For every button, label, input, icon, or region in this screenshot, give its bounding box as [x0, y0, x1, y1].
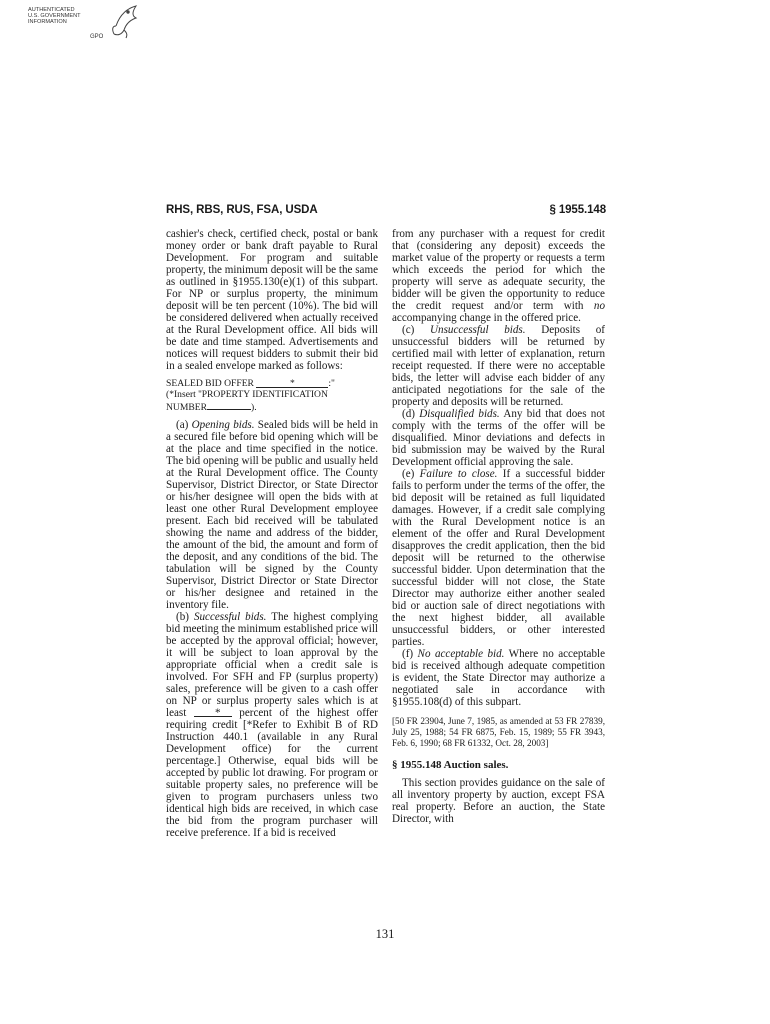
failure-to-close-title: Failure to close. [419, 468, 498, 480]
deposit-paragraph: cashier's check, certified check, postal or bank money order or bank draft payable to Rural Development. For program and suitable property, the minimum deposit will be the same as outlined in §1955.130(e)(1) of this subpart. For NP or surplus property, the minimum deposit will be ten percent (10%). The bid will be considered delivered when actually received at the Rural Development office. All bids will be date and time stamped. Advertisements and notices will request bidders to submit their bid in a sealed envelope marked as follows: [166, 228, 378, 372]
sealed-bid-offer-end: :" [328, 378, 335, 389]
running-head-agencies: RHS, RBS, RUS, FSA, USDA [166, 204, 318, 216]
sealed-bid-label-line-3 [166, 400, 378, 413]
unsuccessful-bids-marker: (c) [402, 324, 431, 336]
opening-bids-text: Sealed bids will be held in a secured file before bid opening which will be at the place and time specified in the notice. The bid opening will be public and usually held at the Rural Development office. The County Supervisor, District Director, or State Director or his/her designee will open the bids with at least one other Rural Development employee present. Each bid received will be tabulated showing the name and address of the bidder, the amount of the bid, the amount and form of the deposit, and any conditions of the bid. The tabulation will be signed by the County Supervisor, District Director or State Director or his/her designee and retained in the inventory file. [166, 419, 378, 611]
eagle-icon [28, 4, 144, 44]
running-head [166, 204, 606, 220]
successful-bids-paragraph [166, 611, 378, 839]
property-id-blank [256, 378, 328, 388]
number-end: ). [251, 402, 257, 413]
number-blank [207, 400, 251, 410]
percent-blank-star: * [215, 707, 221, 719]
running-head-section: § 1955.148 [549, 204, 606, 216]
no-acceptable-bid-text: Where no acceptable bid is received although adequate competition is evident, the State Director may authorize a negotiated sale in accordance with §1955.108(d) of this subpart. [392, 648, 606, 708]
page-number: 131 [375, 927, 395, 941]
seal-line-2: U.S. GOVERNMENT [28, 13, 81, 19]
successful-bids-text-1: The highest complying bid meeting the minimum established price will be accepted by the approval official; however, it will be subject to loan approval by the appropriate official when a credit sale is involved. For SFH and FP (surplus property) sales, preference will be given to a cash offer on NP or surplus property sales which is at least [166, 611, 378, 719]
credit-request-paragraph [392, 228, 605, 324]
amendment-citation: [50 FR 23904, June 7, 1985, as amended at 53 FR 27839, July 25, 1988; 54 FR 6875, Feb. 15, 1989; 55 FR 3943, Feb. 6, 1990; 68 FR 61332, Oct. 28, 2003] [392, 716, 605, 748]
unsuccessful-bids-text: Deposits of unsuccessful bidders will be returned by certified mail with letter of explanation, return receipt requested. If there were no acceptable bids, the letter will advise each bidder of any anticipated negotiations for the sale of the property and deposits will be returned. [392, 324, 605, 408]
disqualified-bids-paragraph [392, 408, 605, 468]
section-heading-auction-sales: § 1955.148 Auction sales. [392, 759, 509, 771]
successful-bids-text-2: percent of the highest offer requiring credit [*Refer to Exhibit B of RD Instruction 440.1 (available in any Rural Development office) for the current percentage.] Otherwise, equal bids will be accepted by public lot drawing. For program or suitable property sales, no preference will be given to program purchasers unless two identical high bids are received, in which case the bid from the program purchaser will receive preference. If a bid is received [166, 707, 379, 839]
no-acceptable-bid-marker: (f) [402, 648, 418, 660]
seal-line-4: GPO [90, 34, 104, 40]
seal-line-1: AUTHENTICATED [28, 7, 75, 13]
seal-line-3: INFORMATION [28, 19, 67, 25]
credit-request-emphasis: no [593, 300, 605, 312]
credit-request-text-2: accompanying change in the offered price. [392, 312, 581, 324]
credit-request-text-1: from any purchaser with a request for credit that (considering any deposit) exceeds the market value of the property or requests a term which exceeds the period for which the property will serve as adequate security, the bidder will be given the opportunity to reduce the credit request and/or term with [392, 228, 605, 312]
sealed-bid-label-block [166, 378, 378, 413]
property-id-star: * [289, 378, 295, 389]
failure-to-close-text: If a successful bidder fails to perform under the terms of the offer, the bid deposit will be retained as full liquidated damages. However, if a credit sale complying with the Rural Development notice is an element of the offer and Rural Development disapproves the credit application, then the bid deposit will be returned to the otherwise successful bidder. Upon determination that the successful bidder will not close, the State Director may authorize either another sealed bid or auction sale of direct negotiations with the next highest bidder, all available unsuccessful bidders, or other interested parties. [392, 468, 606, 648]
number-text: NUMBER [166, 402, 208, 413]
sealed-bid-label-line-2: (*Insert ''PROPERTY IDENTIFICATION [166, 389, 328, 400]
disqualified-bids-marker: (d) [402, 408, 420, 420]
left-column [166, 228, 378, 839]
unsuccessful-bids-title: Unsuccessful bids. [430, 324, 526, 336]
sealed-bid-offer-text: SEALED BID OFFER [166, 378, 254, 389]
gpo-authentication-seal [28, 4, 144, 44]
successful-bids-title: Successful bids. [193, 611, 267, 623]
opening-bids-title: Opening bids. [191, 419, 255, 431]
unsuccessful-bids-paragraph [392, 324, 605, 408]
auction-sales-paragraph: This section provides guidance on the sale of all inventory property by auction, except FSA real property. Before an auction, the State Director, with [392, 777, 605, 825]
no-acceptable-bid-paragraph [392, 648, 605, 708]
disqualified-bids-title: Disqualified bids. [419, 408, 500, 420]
failure-to-close-paragraph [392, 468, 605, 648]
opening-bids-paragraph [166, 419, 378, 611]
right-column [392, 228, 605, 825]
no-acceptable-bid-title: No acceptable bid. [417, 648, 505, 660]
disqualified-bids-text: Any bid that does not comply with the terms of the offer will be disqualified. Minor deviations and defects in bid submission may be waived by the Rural Development official approving the sale. [392, 408, 605, 468]
sealed-bid-label-line-1 [166, 378, 378, 389]
opening-bids-marker: (a) [176, 419, 192, 431]
successful-bids-marker: (b) [176, 611, 194, 623]
percent-blank [194, 707, 232, 717]
failure-to-close-marker: (e) [402, 468, 420, 480]
